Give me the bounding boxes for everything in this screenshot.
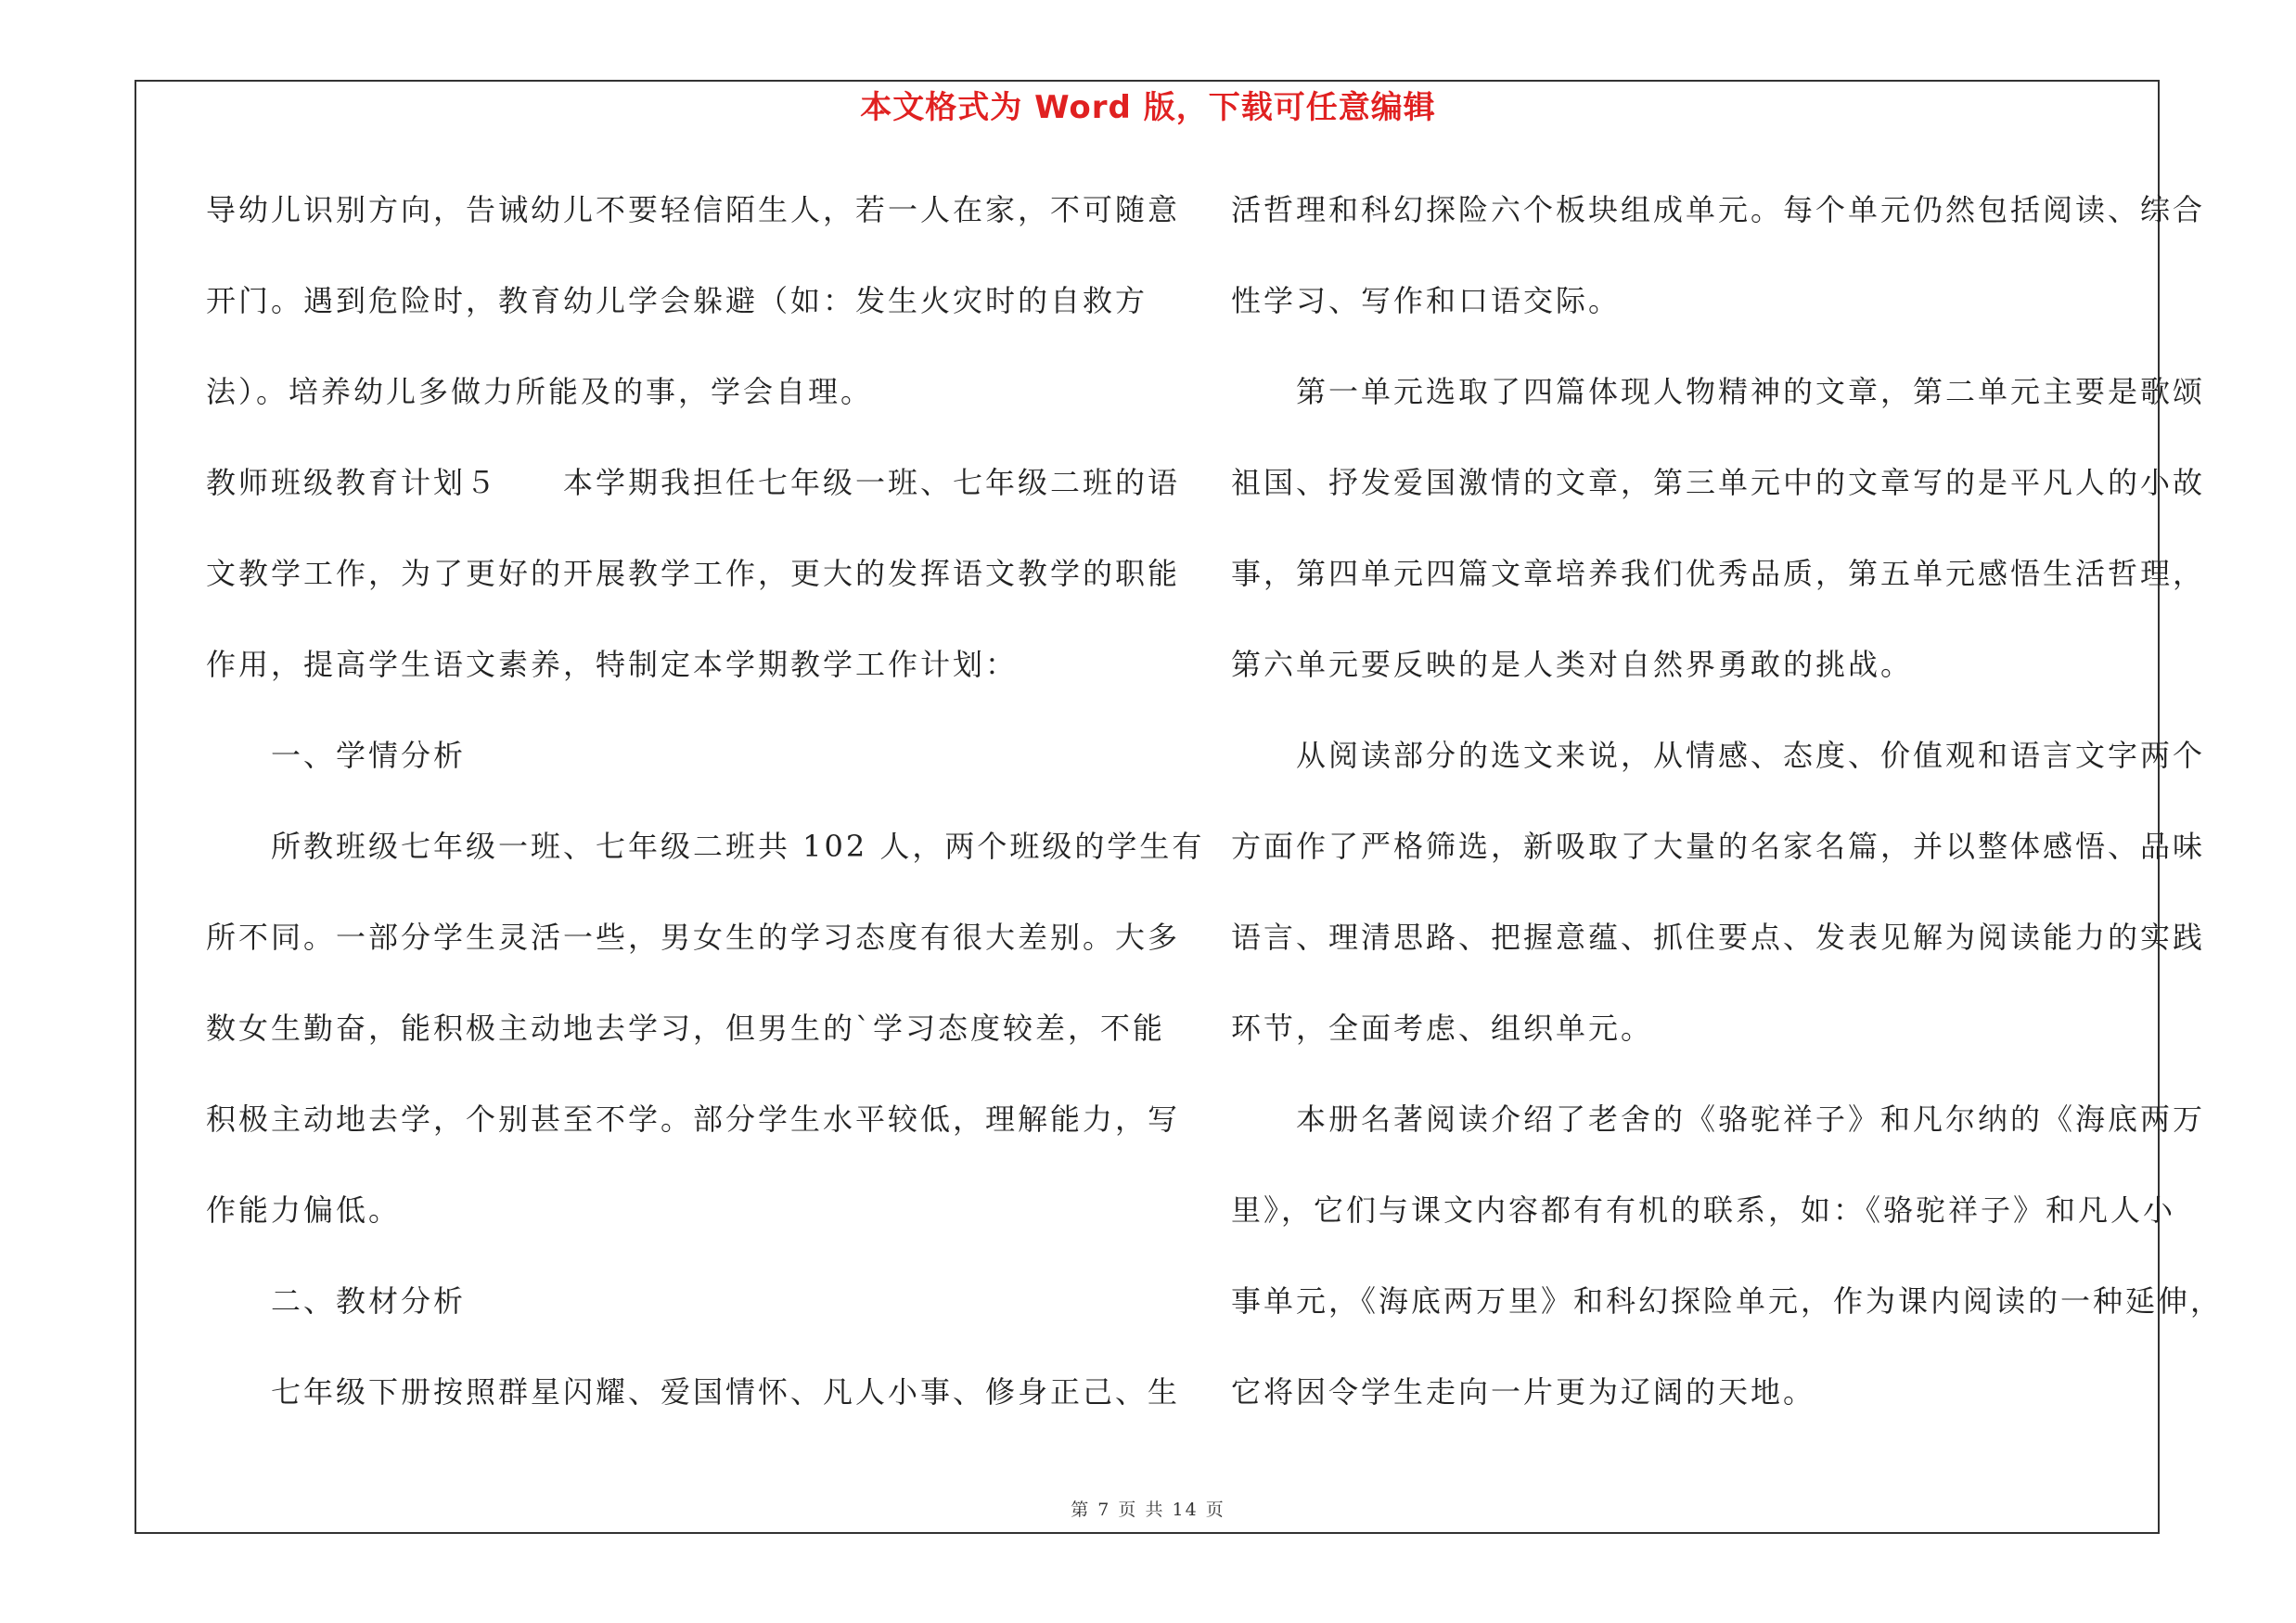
- text-line: 事单元，《海底两万里》和科幻探险单元，作为课内阅读的一种延伸，: [1231, 1283, 2224, 1319]
- text-line: 里》，它们与课文内容都有有机的联系，如：《骆驼祥子》和凡人小: [1231, 1192, 2176, 1228]
- text-line: 七年级下册按照群星闪耀、爱国情怀、凡人小事、修身正己、生: [206, 1374, 1181, 1410]
- word-format-banner: 本文格式为 Word 版，下载可任意编辑: [860, 89, 1436, 126]
- text-line: 从阅读部分的选文来说，从情感、态度、价值观和语言文字两个: [1231, 738, 2206, 773]
- text-line: 作能力偏低。: [206, 1192, 402, 1228]
- right-text-column: [1231, 182, 2224, 1455]
- text-line: 所教班级七年级一班、七年级二班共 102 人，两个班级的学生有: [206, 829, 1205, 864]
- text-line: 它将因令学生走向一片更为辽阔的天地。: [1231, 1374, 1816, 1410]
- page-number-footer: 第 7 页 共 14 页: [1071, 1500, 1225, 1520]
- text-line: 教师班级教育计划５ 本学期我担任七年级一班、七年级二班的语: [206, 465, 1181, 500]
- text-line: 事，第四单元四篇文章培养我们优秀品质，第五单元感悟生活哲理，: [1231, 556, 2206, 591]
- text-line: 祖国、抒发爱国激情的文章，第三单元中的文章写的是平凡人的小故: [1231, 465, 2206, 500]
- text-line: 环节，全面考虑、组织单元。: [1231, 1011, 1654, 1046]
- text-line: 活哲理和科幻探险六个板块组成单元。每个单元仍然包括阅读、综合: [1231, 192, 2206, 227]
- text-line: 导幼儿识别方向，告诫幼儿不要轻信陌生人，若一人在家，不可随意: [206, 192, 1181, 227]
- text-line: 第六单元要反映的是人类对自然界勇敢的挑战。: [1231, 647, 1914, 682]
- section-heading: 二、教材分析: [206, 1283, 467, 1319]
- text-line: 第一单元选取了四篇体现人物精神的文章，第二单元主要是歌颂: [1231, 374, 2206, 409]
- text-line: 作用，提高学生语文素养，特制定本学期教学工作计划：: [206, 647, 1019, 682]
- text-line: 数女生勤奋，能积极主动地去学习，但男生的`学习态度较差，不能: [206, 1011, 1166, 1046]
- section-heading: 一、学情分析: [206, 738, 467, 773]
- text-line: 本册名著阅读介绍了老舍的《骆驼祥子》和凡尔纳的《海底两万: [1231, 1101, 2206, 1137]
- text-line: 方面作了严格筛选，新吸取了大量的名家名篇，并以整体感悟、品味: [1231, 829, 2206, 864]
- text-line: 开门。遇到危险时，教育幼儿学会躲避（如：发生火灾时的自救方: [206, 283, 1148, 318]
- text-line: 语言、理清思路、把握意蕴、抓住要点、发表见解为阅读能力的实践: [1231, 920, 2206, 955]
- text-line: 积极主动地去学，个别甚至不学。部分学生水平较低，理解能力，写: [206, 1101, 1181, 1137]
- text-line: 性学习、写作和口语交际。: [1231, 283, 1622, 318]
- text-line: 文教学工作，为了更好的开展教学工作，更大的发挥语文教学的职能: [206, 556, 1181, 591]
- left-text-column: [206, 182, 1205, 1455]
- text-line: 法）。培养幼儿多做力所能及的事，学会自理。: [206, 374, 874, 409]
- text-line: 所不同。一部分学生灵活一些，男女生的学习态度有很大差别。大多: [206, 920, 1181, 955]
